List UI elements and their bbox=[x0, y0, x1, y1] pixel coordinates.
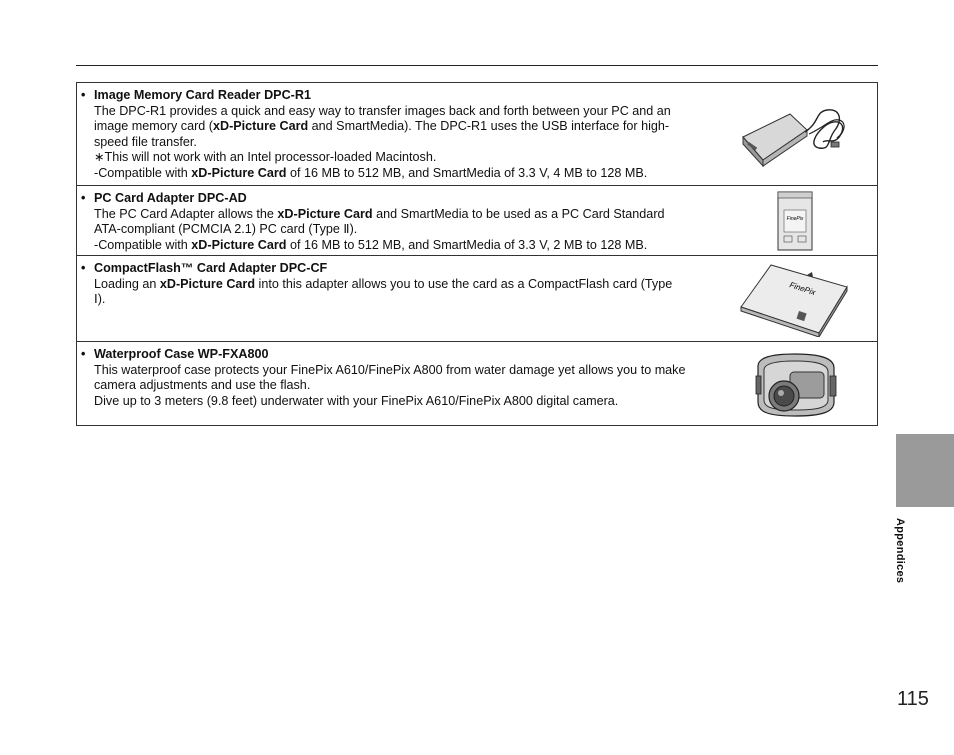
description-line: Loading an xD-Picture Card into this adapter allows you to use the card as a CompactFlash card (Type bbox=[94, 276, 673, 291]
accessory-description bbox=[81, 277, 712, 308]
top-rule bbox=[76, 65, 878, 66]
description-line: The PC Card Adapter allows the xD-Picture Card and SmartMedia to be used as a PC Card Standard bbox=[94, 206, 665, 221]
description-line: ATA-compliant (PCMCIA 2.1) PC card (Type Ⅱ). bbox=[94, 222, 358, 236]
compatibility-line: -Compatible with xD-Picture Card of 16 MB to 512 MB, and SmartMedia of 3.3 V, 4 MB to 128 MB. bbox=[94, 165, 648, 180]
accessory-row-pc-card-adapter bbox=[77, 185, 877, 255]
accessory-title: • Waterproof Case WP-FXA800 bbox=[81, 347, 269, 361]
section-label: Appendices bbox=[894, 518, 906, 584]
section-tab bbox=[896, 434, 954, 507]
description-line: This waterproof case protects your FinePix A610/FinePix A800 from water damage yet allows you to make bbox=[94, 362, 686, 377]
accessory-description bbox=[81, 104, 712, 182]
accessory-text bbox=[77, 342, 712, 425]
accessory-row-card-reader bbox=[77, 83, 877, 185]
accessory-text bbox=[77, 186, 712, 255]
adapter-brand-text: FinePix bbox=[786, 215, 803, 222]
bullet: • bbox=[81, 191, 86, 205]
accessory-text bbox=[77, 83, 712, 185]
note-line: ∗This will not work with an Intel processor-loaded Macintosh. bbox=[94, 150, 437, 164]
accessory-text bbox=[77, 256, 712, 341]
description-line: image memory card (xD-Picture Card and SmartMedia). The DPC-R1 uses the USB interface for high- bbox=[94, 119, 670, 133]
card-reader-icon bbox=[712, 83, 877, 185]
accessory-row-waterproof-case bbox=[77, 341, 877, 425]
waterproof-case-icon bbox=[712, 342, 877, 425]
description-line: Dive up to 3 meters (9.8 feet) underwater with your FinePix A610/FinePix A800 digital camera. bbox=[94, 393, 619, 408]
compatibility-line: -Compatible with xD-Picture Card of 16 MB to 512 MB, and SmartMedia of 3.3 V, 2 MB to 128 MB. bbox=[94, 237, 648, 252]
adapter-brand-text: FinePix bbox=[788, 279, 817, 297]
bullet: • bbox=[81, 88, 86, 102]
accessory-title: • PC Card Adapter DPC-AD bbox=[81, 191, 247, 205]
page-number: 115 bbox=[897, 688, 929, 710]
accessory-description bbox=[81, 363, 712, 410]
bullet: • bbox=[81, 347, 86, 361]
description-line: Ⅰ). bbox=[94, 292, 106, 306]
accessory-title: • Image Memory Card Reader DPC-R1 bbox=[81, 88, 311, 102]
accessories-table bbox=[76, 82, 878, 426]
accessory-row-compactflash-adapter bbox=[77, 255, 877, 341]
description-line: The DPC-R1 provides a quick and easy way to transfer images back and forth between your PC and an bbox=[94, 103, 671, 118]
description-line: speed file transfer. bbox=[94, 134, 197, 149]
description-line: camera adjustments and use the flash. bbox=[94, 378, 311, 392]
compactflash-adapter-icon bbox=[712, 256, 877, 341]
bullet: • bbox=[81, 261, 86, 275]
accessory-title: • CompactFlash™ Card Adapter DPC-CF bbox=[81, 261, 328, 275]
accessory-description bbox=[81, 207, 712, 254]
pc-card-adapter-icon bbox=[712, 186, 877, 255]
